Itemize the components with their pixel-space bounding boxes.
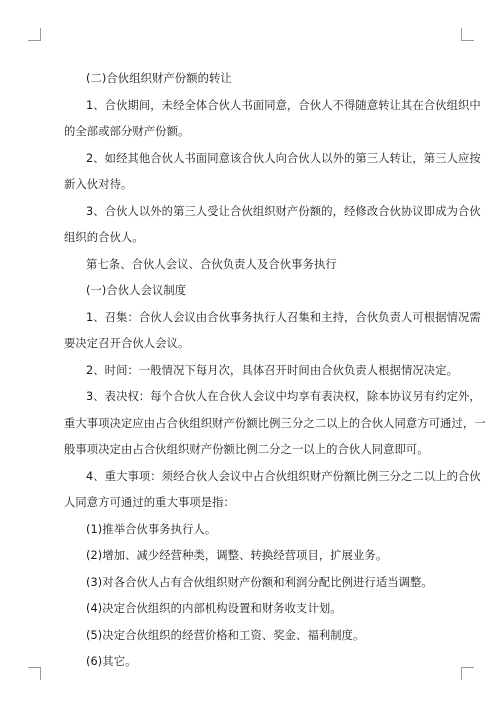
crop-mark-top-right — [461, 28, 474, 41]
paragraph-line: 2、如经其他合伙人书面同意该合伙人向合伙人以外的第三人转让，第三人应按 — [86, 151, 481, 165]
list-item: (1)推举合伙事务执行人。 — [86, 522, 217, 536]
paragraph-line: 4、重大事项：须经合伙人会议中占合伙组织财产份额比例三分之二以上的合伙 — [86, 469, 481, 483]
crop-mark-bottom-right — [461, 667, 474, 680]
paragraph-line: 组织的合伙人。 — [64, 231, 144, 244]
paragraph-line: 3、合伙人以外的第三人受让合伙组织财产份额的，经修改合伙协议即成为合伙 — [86, 204, 481, 218]
document-body — [64, 66, 486, 676]
paragraph-line: 2、时间：一般情况下每月次，具体召开时间由合伙负责人根据情况决定。 — [86, 363, 458, 377]
list-item: (5)决定合伙组织的经营价格和工资、奖金、福利制度。 — [86, 628, 365, 642]
article-heading: 第七条、合伙人会议、合伙负责人及合伙事务执行 — [86, 257, 337, 271]
list-item: (3)对各合伙人占有合伙组织财产份额和利润分配比例进行适当调整。 — [86, 575, 433, 589]
paragraph-line: 1、召集：合伙人会议由合伙事务执行人召集和主持，合伙负责人可根据情况需 — [86, 310, 481, 324]
section-heading: (二)合伙组织财产份额的转让 — [86, 72, 232, 85]
paragraph-line: 人同意方可通过的重大事项是指： — [64, 496, 235, 509]
paragraph-line: 的全部或部分财产份额。 — [64, 125, 190, 138]
list-item: (2)增加、减少经营种类，调整、转换经营项目，扩展业务。 — [86, 549, 388, 562]
paragraph-line: 般事项决定由占合伙组织财产份额比例二分之一以上的合伙人同意即可。 — [64, 443, 429, 456]
list-item: (4)决定合伙组织的内部机构设置和财务收支计划。 — [86, 602, 342, 615]
paragraph-line: 1、合伙期间，未经全体合伙人书面同意，合伙人不得随意转让其在合伙组织中 — [86, 98, 481, 112]
paragraph-line: 新入伙对待。 — [64, 178, 133, 191]
paragraph-line: 重大事项决定应由占合伙组织财产份额比例三分之二以上的合伙人同意方可通过，一 — [64, 416, 486, 430]
crop-mark-bottom-left — [28, 667, 41, 680]
crop-mark-top-left — [28, 28, 41, 41]
section-heading: (一)合伙人会议制度 — [86, 284, 187, 297]
list-item: (6)其它。 — [86, 655, 137, 668]
paragraph-line: 3、表决权：每个合伙人在合伙人会议中均享有表决权，除本协议另有约定外， — [86, 390, 481, 403]
paragraph-line: 要决定召开合伙人会议。 — [64, 337, 190, 350]
